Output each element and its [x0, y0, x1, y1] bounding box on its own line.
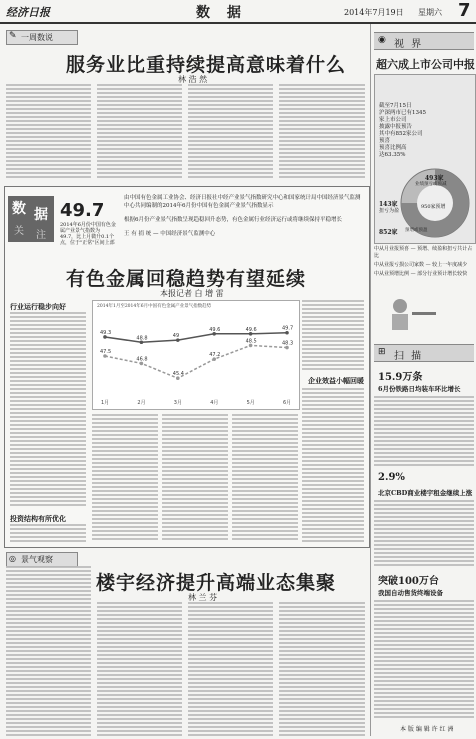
vision-illustration	[380, 294, 440, 334]
mid-article-byline: 本报记者 白 增 雷	[160, 289, 224, 298]
data-label: 49.7	[282, 325, 294, 332]
summary-lines	[124, 194, 364, 238]
chart-note-1: 143家	[379, 201, 398, 208]
masthead-date: 2014年7月19日	[344, 8, 404, 17]
data-focus-tag	[8, 196, 54, 242]
binoculars-icon: ◎	[9, 554, 16, 563]
scan-item-1-number: 15.9万条	[378, 372, 423, 383]
data-label: 49.3	[100, 329, 112, 336]
series-line-1	[105, 333, 287, 343]
tag-char-3: 关	[14, 226, 24, 237]
masthead-paper-name: 经济日报	[6, 6, 50, 19]
top-article-byline: 林 浩 然	[178, 75, 208, 84]
vision-section-header	[374, 32, 474, 50]
top-article-title: 服务业比重持续提高意味着什么	[66, 54, 347, 76]
big-number-note: 2014年6月份中国有色金属产业景气指数为49.7，比上月微升0.1个点，位于"正常"区间上部	[60, 222, 116, 246]
scan-item-2-number: 2.9%	[378, 472, 405, 483]
summary-line-3: 王 有 捐 统 — 中国经济景气监测中心	[124, 231, 216, 237]
vision-title: 超六成上市公司中报	[376, 58, 475, 71]
data-label: 48.3	[282, 340, 294, 347]
masthead-weekday: 星期六	[418, 8, 442, 17]
eye-icon: ◉	[378, 35, 386, 45]
x-tick-label: 4月	[210, 400, 219, 406]
summary-line-2: 根据6月份产业景气指数呈现趋稳回升态势，有色金属行业经济运行或将继续保持平稳增长	[124, 217, 343, 223]
pie-left-label: 493家	[425, 175, 444, 182]
chart-note-3: 950家预增	[421, 204, 446, 210]
data-label: 49	[172, 333, 180, 340]
scan-footer: 本 版 编 辑 许 红 洲	[400, 726, 454, 733]
mid-subhead-1: 行业运行稳步向好	[10, 302, 66, 311]
scan-section-header	[374, 344, 474, 362]
x-tick-label: 3月	[173, 400, 182, 406]
tag-char-2: 据	[34, 207, 48, 223]
scan-icon: ⊞	[378, 347, 386, 357]
scan-item-3-number: 突破100万台	[378, 576, 439, 587]
x-tick-label: 5月	[246, 400, 255, 406]
vision-list-item: 中从业报亏损公司家数 — 较上一年度减少	[374, 262, 468, 268]
summary-line-1: 由中国有色金属工业协会、经济日报社中经产业景气指数研究中心和国家统计局中国经济景气监测中心共同编制的2014年6月份中国有色金属产业景气指数显示	[124, 195, 361, 209]
big-number: 49.7	[60, 200, 105, 221]
mid-article-title: 有色金属回稳趋势有望延续	[66, 268, 307, 290]
masthead-section: 数 据	[196, 5, 247, 21]
data-label: 45.4	[172, 371, 184, 378]
top-article-body	[6, 84, 366, 180]
scan-item-2-headline: 北京CBD商业楼宇租金继续上涨	[378, 489, 473, 497]
scan-item-3-headline: 我国自动售货终端设备	[378, 589, 443, 597]
scan-item-1-headline: 6月份铁路日均装车环比增长	[378, 385, 461, 393]
pencil-icon: ✎	[9, 31, 17, 41]
data-label: 49.6	[245, 326, 257, 333]
mid-subhead-3: 企业效益小幅回暖	[308, 376, 364, 385]
chart-svg	[93, 311, 297, 407]
mid-subhead-2: 投资结构有所优化	[10, 514, 66, 523]
bottom-article-title: 楼宇经济提升高端业态集聚	[96, 572, 337, 594]
data-label: 47.2	[209, 352, 221, 359]
vision-list-item: 中从业预增比例 — 部分行业预计增长较快	[374, 271, 468, 277]
bottom-article-tag-label: 景气观察	[21, 555, 53, 564]
x-tick-label: 1月	[101, 400, 110, 406]
vision-section-label: 视 界	[394, 39, 424, 50]
chart-frame	[92, 300, 300, 410]
pie-left-sub: 业绩预亏或预减	[415, 182, 447, 187]
vision-list	[374, 246, 474, 278]
pie-right-label: 852家	[379, 229, 398, 236]
infographic-text: 截至7月15日 沪深两市已有1345 家上市公司 披露中报预告 其中有852家公司 预喜 预喜比例高 达63.35%	[379, 103, 426, 158]
scan-section-label: 扫 描	[394, 351, 424, 362]
bottom-article-tag	[6, 552, 78, 567]
data-label: 48.8	[136, 335, 148, 342]
bottom-article-body	[6, 566, 366, 736]
vision-infographic	[374, 74, 476, 244]
masthead-page-number: 7	[458, 0, 471, 21]
vision-list-item: 中从月业报预喜 — 预增、续盈和扭亏共计占比	[374, 246, 473, 259]
data-label: 49.6	[209, 326, 221, 333]
top-article-tag-label: 一周数说	[21, 33, 53, 42]
chart-title: 2014年1月至2014年6月中国有色金属产业景气指数趋势	[97, 304, 212, 309]
x-tick-label: 6月	[283, 400, 292, 406]
bottom-article-byline: 林 兰 芬	[188, 593, 218, 602]
masthead	[0, 0, 476, 24]
series-line-2	[105, 345, 287, 378]
data-label: 48.5	[245, 338, 257, 345]
data-label: 46.8	[136, 356, 148, 363]
pie-right-sub: 预增或预盈	[405, 228, 428, 233]
x-tick-label: 2月	[137, 400, 146, 406]
data-label: 47.5	[100, 349, 112, 355]
tag-char-1: 数	[12, 201, 26, 217]
top-article-tag	[6, 30, 78, 45]
tag-char-4: 注	[36, 230, 46, 241]
chart-note-2: 扭亏为盈	[379, 208, 400, 214]
